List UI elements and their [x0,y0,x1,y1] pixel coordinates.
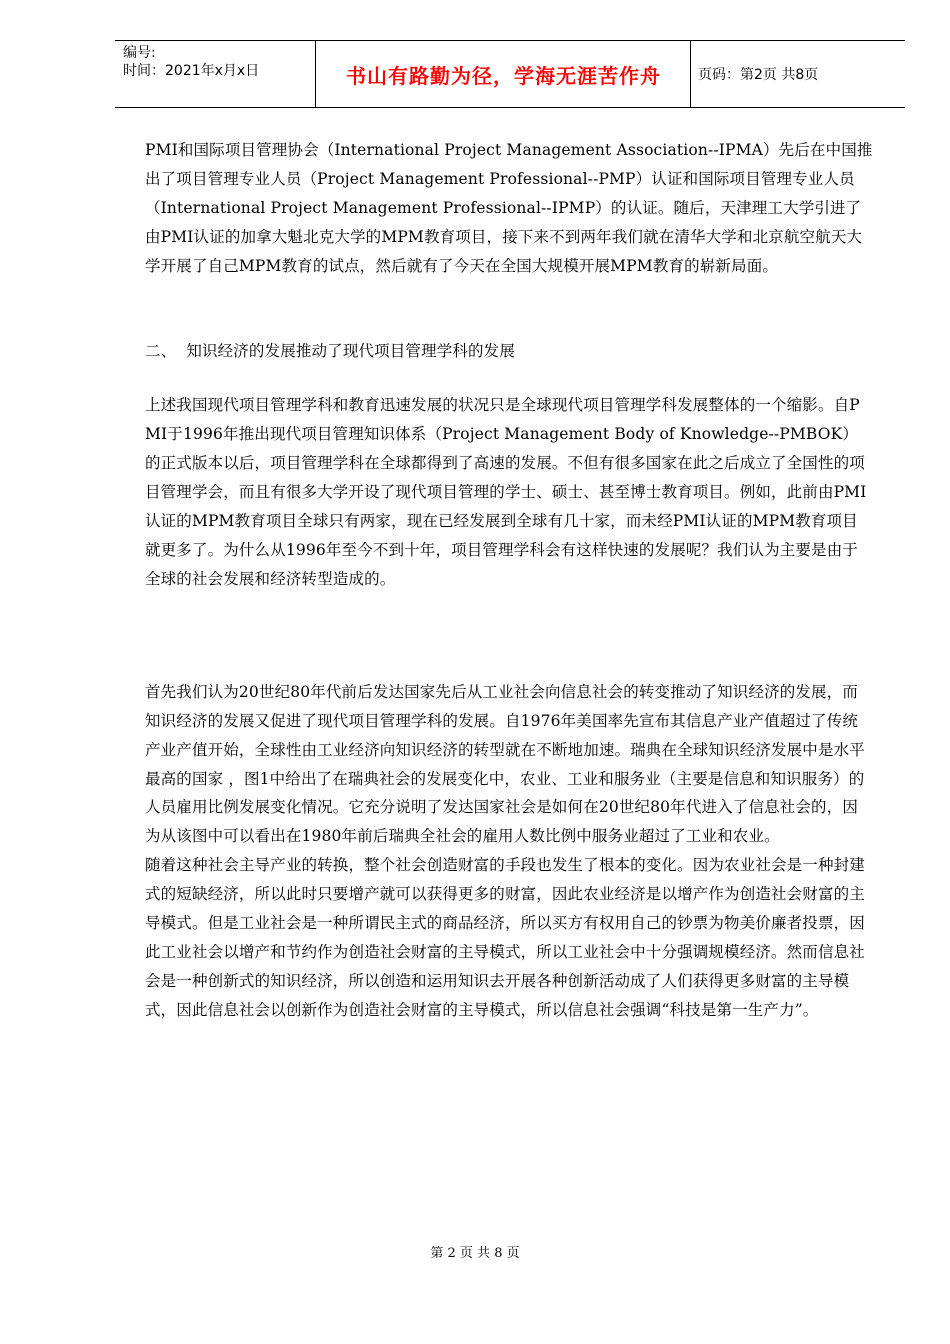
page-footer: 第 2 页 共 8 页 [430,1246,520,1261]
header-divider-left [315,41,316,107]
header-meta [123,44,259,80]
section-title: 知识经济的发展推动了现代项目管理学科的发展 [186,341,515,360]
document-body [145,136,873,1025]
paragraph-wealth-creation: 随着这种社会主导产业的转换，整个社会创造财富的手段也发生了根本的变化。因为农业社会是一种封建式的短缺经济，所以此时只要增产就可以获得更多的财富，因此农业经济是以增产作为创造社会财富的主导模式。但是工业社会是一种所谓民主式的商品经济，所以买方有权用自己的钞票为物美价廉者投票，因此工业社会以增产和节约作为创造社会财富的主导模式，所以工业社会中十分强调规模经济。然而信息社会是一种创新式的知识经济，所以创造和运用知识去开展各种创新活动成了人们获得更多财富的主导模式，因此信息社会以创新作为创造社会财富的主导模式，所以信息社会强调“科技是第一生产力”。 [145,856,865,1019]
code-label: 编号: [123,45,156,61]
paragraph-global-development: 上述我国现代项目管理学科和教育迅速发展的状况只是全球现代项目管理学科发展整体的一个缩影。自PMI于1996年推出现代项目管理知识体系（Project Management Body of Knowledge--PMBOK） 的正式版本以后，项目管理学科在全球都得到了高速的发展。不但有很多国家在此之后成立了全国性的项目管理学会，而且有很多大学开设了现代项目管理的学士、硕士、甚至博士教育项目。例如，此前由PMI认证的MPM教育项目全球只有两家，现在已经发展到全球有几十家，而未经PMI认证的MPM教育项目就更多了。为什么从1996年至今不到十年，项目管理学科会有这样快速的发展呢？我们认为主要是由于全球的社会发展和经济转型造成的。 [145,396,867,588]
time-label: 时间：2021年x月x日 [123,63,260,79]
spacer [145,281,873,337]
page-header [115,40,905,108]
header-divider-right [690,41,691,107]
paragraph-knowledge-economy: 首先我们认为20世纪80年代前后发达国家先后从工业社会向信息社会的转变推动了知识经济的发展，而知识经济的发展又促进了现代项目管理学科的发展。自1976年美国率先宣布其信息产业产值超过了传统产业产值开始，全球性由工业经济向知识经济的转型就在不断地加速。瑞典在全球知识经济发展中是水平最高的国家 ，图1中给出了在瑞典社会的发展变化中，农业、工业和服务业（主要是信息和知识服务）的人员雇用比例发展变化情况。它充分说明了发达国家社会是如何在20世纪80年代进入了信息社会的，因为从该图中可以看出在1980年前后瑞典全社会的雇用人数比例中服务业超过了工业和农业。 [145,682,865,846]
spacer [145,594,873,678]
spacer [145,365,873,391]
page-number-label: 页码：第2页 共8页 [698,67,819,83]
header-motto: 书山有路勤为径，学海无涯苦作舟 [346,64,661,88]
paragraph-pmi-certification: PMI和国际项目管理协会（International Project Management Association--IPMA）先后在中国推出了项目管理专业人员（Project Management Professional--PMP）认证和国际项目管理专业人员（International Project Management Professional--IPMP）的认证。随后，天津理工大学引进了由PMI认证的加拿大魁北克大学的MPM教育项目，接下来不到两年我们就在清华大学和北京航空航天大学开展了自己MPM教育的试点，然后就有了今天在全国大规模开展MPM教育的崭新局面。 [145,141,873,275]
section-number: 二、 [145,341,177,360]
section-heading [145,337,873,366]
